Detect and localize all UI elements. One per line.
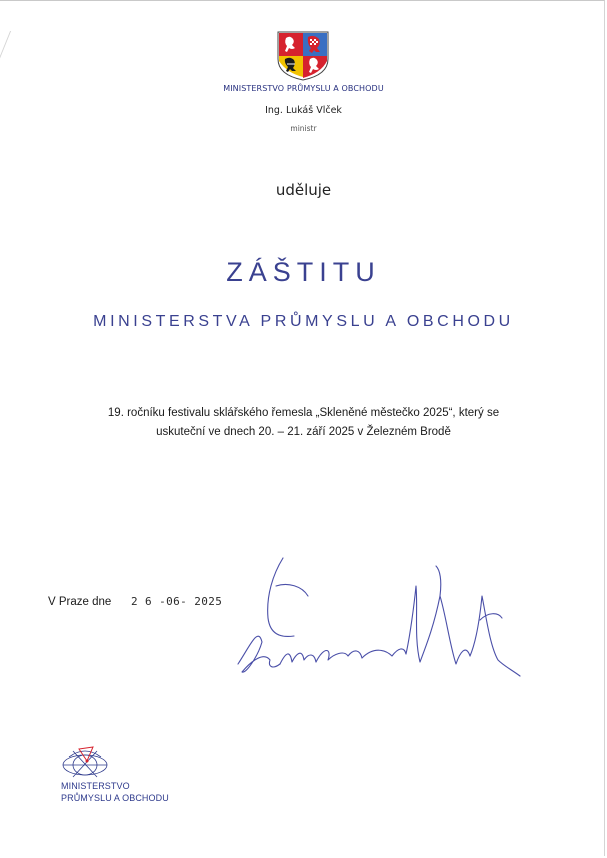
coat-of-arms-icon [277,31,329,81]
date-stamp: 2 6 -06- 2025 [131,595,223,608]
ministry-full-name: MINISTERSTVA PRŮMYSLU A OBCHODU [93,313,514,330]
minister-name: Ing. Lukáš Vlček [265,105,342,116]
event-description [60,404,547,442]
signature-icon [228,556,528,691]
place-label: V Praze dne [48,596,112,608]
ministry-network-logo-icon [55,743,115,779]
description-line-1: 19. ročníku festivalu sklářského řemesla „Skleněné městečko 2025“, který se [107,407,500,419]
grants-text: uděluje [275,181,332,199]
patronage-title: ZÁŠTITU [226,257,381,287]
logo-line-2: PRŮMYSLU A OBCHODU [61,792,169,803]
ministry-logo-text [61,781,169,804]
description-line-2: uskuteční ve dnech 20. – 21. září 2025 v Železném Brodě [156,426,451,438]
page-corner-mark [0,31,27,71]
minister-role: ministr [290,124,317,133]
ministry-name-header: MINISTERSTVO PRŮMYSLU A OBCHODU [223,84,384,93]
logo-line-1: MINISTERSTVO [61,781,130,791]
